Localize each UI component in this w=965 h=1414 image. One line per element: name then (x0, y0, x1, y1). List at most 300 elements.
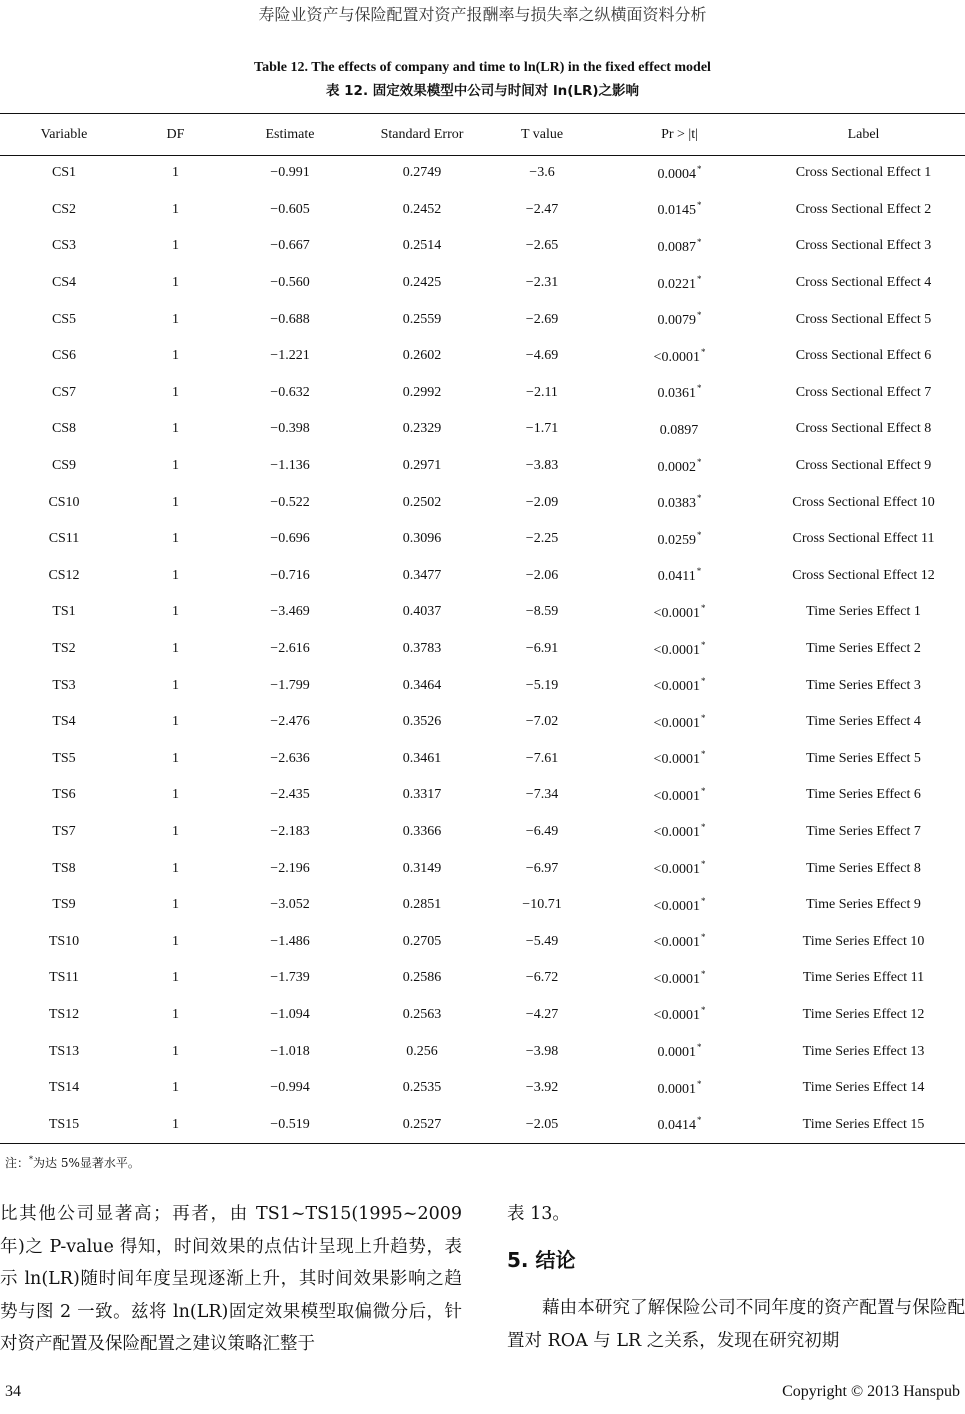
cell-df (128, 787, 223, 803)
significance-mark: * (700, 639, 706, 650)
cell-df-text: 1 (172, 458, 179, 474)
table-row (0, 448, 965, 485)
cell-t-value (487, 641, 597, 657)
table-row (0, 521, 965, 558)
page-number: 34 (5, 1383, 21, 1400)
cell-standard-error (357, 202, 487, 218)
cell-df-text: 1 (172, 165, 179, 181)
cell-variable-text: CS2 (51, 201, 77, 217)
cell-label (762, 275, 965, 291)
cell-t-value-text: −2.65 (525, 238, 559, 254)
cell-standard-error-text: 0.2563 (402, 1006, 442, 1022)
table-caption-en: Table 12. The effects of company and time to ln(LR) in the fixed effect model (254, 60, 711, 75)
cell-df (128, 897, 223, 913)
cell-variable (0, 604, 128, 620)
significance-mark: * (700, 602, 706, 613)
cell-p-value (597, 164, 762, 183)
cell-p-value (597, 676, 762, 695)
table-row (0, 1106, 965, 1143)
cell-df (128, 604, 223, 620)
cell-estimate (223, 824, 357, 840)
cell-t-value-text: −8.59 (525, 604, 559, 620)
cell-t-value (487, 312, 597, 328)
note-mark: * (29, 1155, 34, 1164)
cell-label (762, 568, 965, 584)
significance-mark: * (700, 859, 706, 870)
cell-t-value (487, 348, 597, 364)
table-row (0, 777, 965, 814)
cell-label (762, 312, 965, 328)
cell-label-text: Cross Sectional Effect 11 (792, 531, 935, 547)
cell-p-value (597, 859, 762, 878)
cell-p-value-text: <0.0001 (653, 935, 700, 951)
cell-estimate (223, 714, 357, 730)
cell-df-text: 1 (172, 787, 179, 803)
header-standard-error: Standard Error (380, 126, 464, 142)
cell-standard-error (357, 1007, 487, 1023)
cell-estimate (223, 604, 357, 620)
cell-estimate (223, 531, 357, 547)
cell-p-value-text: 0.0079 (657, 313, 696, 329)
cell-standard-error-text: 0.2514 (402, 238, 442, 254)
cell-df (128, 238, 223, 254)
table-row (0, 1070, 965, 1107)
cell-estimate (223, 385, 357, 401)
cell-label-text: Cross Sectional Effect 3 (795, 238, 932, 254)
cell-estimate-text: −2.183 (270, 823, 310, 839)
cell-label (762, 714, 965, 730)
cell-estimate (223, 238, 357, 254)
cell-t-value-text: −2.09 (525, 494, 559, 510)
header-variable: Variable (40, 126, 88, 142)
cell-t-value (487, 787, 597, 803)
cell-p-value-text: <0.0001 (653, 788, 700, 804)
cell-variable (0, 678, 128, 694)
cell-p-value-text: 0.0897 (659, 422, 699, 438)
cell-standard-error (357, 238, 487, 254)
section-title: 5. 结论 (507, 1248, 576, 1272)
cell-estimate (223, 1007, 357, 1023)
significance-mark: * (696, 566, 702, 577)
cell-t-value (487, 678, 597, 694)
significance-mark: * (700, 749, 706, 760)
cell-df-text: 1 (172, 1043, 179, 1059)
table-row (0, 375, 965, 412)
cell-standard-error-text: 0.3317 (402, 787, 442, 803)
cell-t-value-text: −6.97 (525, 860, 559, 876)
cell-variable-text: CS3 (51, 238, 77, 254)
cell-standard-error (357, 1117, 487, 1133)
significance-mark: * (697, 456, 702, 467)
cell-p-value-text: <0.0001 (653, 752, 700, 768)
table-row (0, 704, 965, 741)
significance-mark: * (697, 493, 702, 504)
cell-standard-error (357, 568, 487, 584)
cell-p-value-text: 0.0221 (657, 276, 696, 292)
cell-label-text: Time Series Effect 12 (802, 1006, 925, 1022)
cell-estimate (223, 787, 357, 803)
cell-variable-text: CS4 (51, 275, 77, 291)
cell-df (128, 934, 223, 950)
cell-standard-error-text: 0.3477 (402, 567, 442, 583)
cell-t-value-text: −7.61 (525, 750, 559, 766)
cell-label (762, 1080, 965, 1096)
cell-df (128, 1044, 223, 1060)
cell-variable (0, 824, 128, 840)
body-right-top: 表 13。 (507, 1204, 570, 1224)
cell-standard-error (357, 348, 487, 364)
cell-variable (0, 1007, 128, 1023)
cell-df-text: 1 (172, 1116, 179, 1132)
cell-p-value (597, 969, 762, 988)
cell-variable (0, 348, 128, 364)
cell-standard-error (357, 495, 487, 511)
cell-standard-error (357, 641, 487, 657)
cell-df (128, 1080, 223, 1096)
cell-df (128, 970, 223, 986)
body-right-paragraph: 藉由本研究了解保险公司不同年度的资产配置与保险配置对 ROA 与 LR 之关系，发现在研究初期 (507, 1298, 965, 1351)
cell-df (128, 861, 223, 877)
cell-t-value-text: −6.91 (525, 641, 559, 657)
cell-standard-error (357, 934, 487, 950)
cell-t-value-text: −4.27 (525, 1006, 559, 1022)
cell-standard-error-text: 0.3366 (402, 823, 442, 839)
cell-label (762, 678, 965, 694)
cell-df (128, 348, 223, 364)
cell-label-text: Cross Sectional Effect 10 (792, 494, 935, 510)
cell-estimate-text: −1.018 (270, 1043, 310, 1059)
cell-label (762, 751, 965, 767)
cell-estimate (223, 641, 357, 657)
cell-variable-text: TS6 (52, 787, 76, 803)
cell-standard-error-text: 0.256 (406, 1043, 438, 1059)
cell-label (762, 1044, 965, 1060)
cell-label-text: Time Series Effect 10 (802, 933, 925, 949)
header-p-value: Pr > |t| (661, 126, 698, 142)
cell-t-value (487, 861, 597, 877)
cell-p-value-text: 0.0145 (657, 203, 696, 219)
cell-p-value-text: <0.0001 (653, 715, 700, 731)
significance-mark: * (697, 1078, 702, 1089)
cell-p-value (597, 1079, 762, 1098)
cell-variable-text: CS9 (51, 458, 77, 474)
cell-t-value-text: −3.92 (525, 1080, 559, 1096)
cell-variable-text: TS1 (52, 604, 76, 620)
cell-estimate (223, 970, 357, 986)
cell-p-value-text: 0.0383 (657, 496, 696, 512)
cell-p-value-text: <0.0001 (653, 1008, 700, 1024)
cell-p-value-text: 0.0259 (657, 532, 696, 548)
cell-standard-error-text: 0.2971 (402, 458, 442, 474)
cell-estimate (223, 495, 357, 511)
note-prefix: 注： (5, 1156, 30, 1170)
cell-t-value-text: −10.71 (522, 897, 562, 913)
cell-t-value (487, 604, 597, 620)
cell-label-text: Time Series Effect 13 (802, 1043, 925, 1059)
cell-variable (0, 751, 128, 767)
cell-estimate (223, 751, 357, 767)
cell-standard-error (357, 1044, 487, 1060)
cell-variable-text: TS12 (48, 1006, 80, 1022)
cell-variable (0, 202, 128, 218)
cell-estimate (223, 897, 357, 913)
table-row (0, 265, 965, 302)
header-t-value: T value (520, 126, 564, 142)
cell-label-text: Time Series Effect 5 (806, 750, 921, 766)
cell-variable-text: CS5 (51, 311, 77, 327)
cell-t-value-text: −4.69 (525, 348, 559, 364)
cell-variable (0, 238, 128, 254)
cell-t-value-text: −5.49 (525, 933, 559, 949)
cell-df-text: 1 (172, 750, 179, 766)
cell-t-value (487, 275, 597, 291)
cell-df-text: 1 (172, 677, 179, 693)
cell-p-value-text: 0.0087 (657, 239, 696, 255)
cell-p-value-text: 0.0001 (657, 1045, 696, 1061)
cell-df (128, 531, 223, 547)
significance-mark: * (697, 163, 702, 174)
cell-df-text: 1 (172, 494, 179, 510)
cell-df-text: 1 (172, 201, 179, 217)
cell-standard-error-text: 0.4037 (402, 604, 442, 620)
cell-variable-text: TS8 (52, 860, 76, 876)
table-row (0, 741, 965, 778)
table-row (0, 484, 965, 521)
cell-label (762, 458, 965, 474)
cell-label-text: Cross Sectional Effect 8 (795, 421, 932, 437)
cell-standard-error (357, 604, 487, 620)
cell-variable-text: CS7 (51, 384, 77, 400)
cell-variable (0, 934, 128, 950)
cell-standard-error-text: 0.2749 (402, 165, 442, 181)
cell-df (128, 421, 223, 437)
cell-df (128, 1117, 223, 1133)
cell-label-text: Time Series Effect 15 (802, 1116, 925, 1132)
cell-standard-error-text: 0.3461 (402, 750, 442, 766)
cell-t-value (487, 495, 597, 511)
cell-estimate (223, 348, 357, 364)
cell-estimate (223, 312, 357, 328)
cell-variable (0, 385, 128, 401)
cell-standard-error (357, 458, 487, 474)
cell-label-text: Cross Sectional Effect 12 (792, 567, 935, 583)
cell-label-text: Time Series Effect 8 (806, 860, 921, 876)
cell-p-value (597, 383, 762, 402)
table-row (0, 338, 965, 375)
cell-label-text: Cross Sectional Effect 7 (795, 384, 932, 400)
cell-df (128, 714, 223, 730)
cell-estimate-text: −0.696 (270, 531, 310, 547)
cell-standard-error-text: 0.2527 (402, 1116, 442, 1132)
cell-t-value (487, 202, 597, 218)
cell-variable-text: TS3 (52, 677, 76, 693)
cell-variable-text: CS1 (51, 165, 77, 181)
cell-label-text: Cross Sectional Effect 2 (795, 201, 932, 217)
cell-variable (0, 897, 128, 913)
significance-mark: * (700, 932, 706, 943)
cell-p-value (597, 493, 762, 512)
cell-t-value (487, 934, 597, 950)
header-df: DF (166, 126, 185, 142)
cell-df (128, 165, 223, 181)
cell-variable (0, 1044, 128, 1060)
cell-estimate-text: −1.739 (270, 970, 310, 986)
table-row (0, 997, 965, 1034)
table-row (0, 814, 965, 851)
cell-p-value (597, 347, 762, 366)
cell-estimate-text: −3.052 (270, 897, 310, 913)
cell-estimate-text: −2.196 (270, 860, 310, 876)
cell-t-value (487, 1080, 597, 1096)
cell-label-text: Cross Sectional Effect 4 (795, 275, 932, 291)
cell-p-value-text: 0.0004 (657, 166, 696, 182)
cell-df-text: 1 (172, 384, 179, 400)
cell-t-value (487, 897, 597, 913)
cell-df-text: 1 (172, 860, 179, 876)
cell-variable-text: CS11 (48, 531, 80, 547)
significance-mark: * (700, 968, 706, 979)
table-row (0, 960, 965, 997)
cell-df-text: 1 (172, 311, 179, 327)
cell-variable-text: CS10 (48, 494, 80, 510)
cell-label (762, 824, 965, 840)
cell-variable (0, 1117, 128, 1133)
cell-standard-error-text: 0.2452 (402, 201, 442, 217)
cell-variable (0, 861, 128, 877)
cell-estimate (223, 421, 357, 437)
cell-variable-text: TS10 (48, 933, 80, 949)
significance-mark: * (700, 676, 706, 687)
cell-label-text: Cross Sectional Effect 1 (795, 165, 932, 181)
cell-df (128, 458, 223, 474)
copyright: Copyright © 2013 Hanspub (782, 1383, 960, 1400)
cell-p-value (597, 713, 762, 732)
table-row (0, 631, 965, 668)
header-label: Label (847, 126, 880, 142)
cell-label (762, 1117, 965, 1133)
cell-p-value-text: <0.0001 (653, 349, 700, 365)
cell-df-text: 1 (172, 641, 179, 657)
cell-variable-text: CS6 (51, 348, 77, 364)
cell-standard-error (357, 751, 487, 767)
cell-estimate-text: −0.632 (270, 384, 310, 400)
cell-label-text: Time Series Effect 4 (806, 714, 921, 730)
cell-df-text: 1 (172, 970, 179, 986)
significance-mark: * (700, 346, 706, 357)
cell-p-value-text: <0.0001 (653, 679, 700, 695)
cell-p-value-text: 0.0002 (657, 459, 696, 475)
table-note (5, 1154, 140, 1171)
cell-label (762, 238, 965, 254)
cell-t-value (487, 421, 597, 437)
cell-p-value-text: <0.0001 (653, 642, 700, 658)
cell-standard-error-text: 0.3526 (402, 714, 442, 730)
cell-estimate (223, 458, 357, 474)
cell-t-value-text: −3.6 (529, 165, 555, 181)
cell-df (128, 312, 223, 328)
cell-t-value (487, 531, 597, 547)
cell-df-text: 1 (172, 531, 179, 547)
cell-df (128, 202, 223, 218)
cell-standard-error-text: 0.2705 (402, 933, 442, 949)
significance-mark: * (700, 822, 706, 833)
cell-df (128, 495, 223, 511)
cell-variable (0, 1080, 128, 1096)
cell-label (762, 421, 965, 437)
cell-p-value (597, 749, 762, 768)
cell-df (128, 678, 223, 694)
cell-p-value (597, 1042, 762, 1061)
table-row (0, 667, 965, 704)
cell-p-value (597, 896, 762, 915)
cell-estimate-text: −1.799 (270, 677, 310, 693)
cell-standard-error-text: 0.2559 (402, 311, 442, 327)
cell-label-text: Time Series Effect 3 (806, 677, 921, 693)
cell-variable (0, 970, 128, 986)
cell-t-value-text: −3.83 (525, 458, 559, 474)
cell-standard-error-text: 0.2329 (402, 421, 442, 437)
cell-variable (0, 495, 128, 511)
cell-p-value-text: <0.0001 (653, 825, 700, 841)
cell-standard-error-text: 0.2502 (402, 494, 442, 510)
cell-label (762, 202, 965, 218)
cell-p-value (597, 932, 762, 951)
cell-df-text: 1 (172, 1006, 179, 1022)
cell-estimate-text: −2.616 (270, 641, 310, 657)
cell-standard-error (357, 861, 487, 877)
cell-estimate-text: −1.136 (270, 458, 310, 474)
significance-mark: * (700, 712, 706, 723)
cell-df-text: 1 (172, 421, 179, 437)
table-caption-zh: 表 12. 固定效果模型中公司与时间对 ln(LR)之影响 (325, 83, 640, 99)
cell-label-text: Time Series Effect 14 (802, 1080, 925, 1096)
cell-df-text: 1 (172, 1080, 179, 1096)
table-row (0, 558, 965, 595)
table-body (0, 155, 965, 1143)
cell-df-text: 1 (172, 823, 179, 839)
cell-standard-error-text: 0.3464 (402, 677, 442, 693)
cell-standard-error-text: 0.3149 (402, 860, 442, 876)
table-row (0, 1033, 965, 1070)
cell-t-value-text: −2.69 (525, 311, 559, 327)
cell-label (762, 165, 965, 181)
cell-variable-text: TS14 (48, 1080, 80, 1096)
cell-variable (0, 568, 128, 584)
significance-mark: * (697, 1115, 702, 1126)
cell-t-value-text: −2.31 (525, 275, 559, 291)
significance-mark: * (697, 1042, 702, 1053)
cell-p-value (597, 530, 762, 549)
cell-t-value-text: −6.72 (525, 970, 559, 986)
cell-estimate-text: −1.094 (270, 1006, 310, 1022)
cell-standard-error (357, 531, 487, 547)
significance-mark: * (697, 383, 702, 394)
cell-estimate (223, 861, 357, 877)
cell-df (128, 385, 223, 401)
cell-p-value (597, 640, 762, 659)
cell-p-value-text: <0.0001 (653, 898, 700, 914)
cell-p-value-text: 0.0361 (657, 386, 696, 402)
cell-estimate-text: −3.469 (270, 604, 310, 620)
cell-variable-text: TS11 (49, 970, 79, 986)
significance-mark: * (697, 310, 702, 321)
cell-variable-text: CS12 (48, 567, 80, 583)
cell-standard-error-text: 0.2425 (402, 275, 442, 291)
cell-estimate-text: −0.716 (270, 567, 310, 583)
cell-estimate-text: −0.519 (270, 1116, 310, 1132)
cell-estimate-text: −0.398 (270, 421, 310, 437)
cell-t-value (487, 1117, 597, 1133)
